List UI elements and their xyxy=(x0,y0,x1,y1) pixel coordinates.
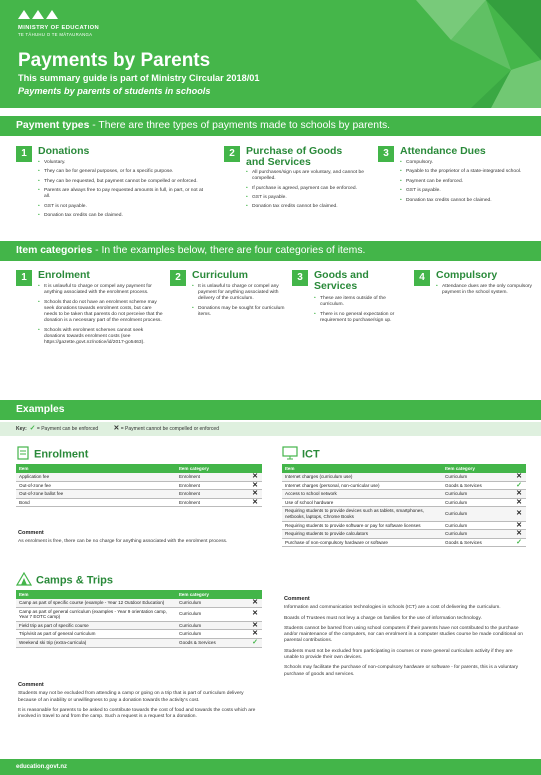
footer-url[interactable]: education.govt.nz xyxy=(0,759,541,775)
ministry-maori-name: TE TĀHUHU O TE MĀTAURANGA xyxy=(18,32,93,37)
cross-icon: ✕ xyxy=(248,473,262,481)
cell-item: Camp as part of specific course (example - Year 12 Outdoor Education) xyxy=(16,599,176,607)
ict-table xyxy=(282,464,526,547)
cell-item: Internet charges (curriculum use) xyxy=(282,473,442,481)
table-row xyxy=(282,490,526,499)
payment-types-bar xyxy=(0,116,541,136)
cell-item: Field trip as part of specific course xyxy=(16,621,176,630)
card-number: 2 xyxy=(224,146,240,162)
card-purchase-goods xyxy=(224,146,374,236)
card-number: 2 xyxy=(170,270,186,286)
page-subtitle: This summary guide is part of Ministry Circular 2018/01 xyxy=(18,73,260,83)
table-row xyxy=(16,621,262,630)
card-title: Compulsory xyxy=(436,269,498,281)
comment-text: As enrolment is free, there can be no charge for anything associated with the enrolment process. xyxy=(18,539,228,545)
ministry-name: MINISTRY OF EDUCATION xyxy=(18,25,100,31)
camps-section-title xyxy=(16,572,113,589)
item-categories-intro: - In the examples below, there are four categories of items. xyxy=(92,245,366,256)
cross-icon: ✕ xyxy=(248,498,262,507)
cell-item: Requiring students to provide calculators xyxy=(282,530,442,539)
table-row xyxy=(16,473,262,481)
cell-category: Enrolment xyxy=(176,498,248,507)
cell-category: Curriculum xyxy=(442,521,512,530)
list-item: • Attendance dues are the only compulsory payment in the school system. xyxy=(436,284,534,296)
cross-icon: ✕ xyxy=(512,521,526,530)
section-title-text: ICT xyxy=(302,448,320,461)
payment-types-heading: Payment types xyxy=(16,120,90,131)
enrolment-section-title xyxy=(16,446,88,463)
cross-icon: ✕ xyxy=(512,498,526,507)
table-row xyxy=(282,507,526,521)
cell-category: Curriculum xyxy=(176,599,248,607)
enrolment-comment xyxy=(18,530,262,550)
ministry-logo xyxy=(18,10,99,37)
list-item: • They can be requested, but payment cannot be compelled or enforced. xyxy=(38,179,208,185)
col-header-category: Item category xyxy=(176,464,248,473)
card-number: 3 xyxy=(292,270,308,286)
clipboard-icon xyxy=(16,446,30,463)
cell-category: Enrolment xyxy=(176,490,248,499)
cell-item: Use of school hardware xyxy=(282,498,442,507)
cross-icon: ✕ xyxy=(512,530,526,539)
comment-heading: Comment xyxy=(18,530,44,536)
cell-category: Goods & Services xyxy=(442,538,512,547)
cell-category: Curriculum xyxy=(442,473,512,481)
card-number: 1 xyxy=(16,146,32,162)
cell-category: Curriculum xyxy=(442,498,512,507)
card-title: Curriculum xyxy=(192,269,249,281)
cell-category: Curriculum xyxy=(176,621,248,630)
table-row xyxy=(16,490,262,499)
monitor-icon xyxy=(282,446,298,463)
col-header-item: Item xyxy=(16,464,176,473)
list-item: • Schools with enrolment schemes cannot seek donations towards enrolment costs (see https://gazette.govt.nz/notice/id/2017-go5463). xyxy=(38,328,164,347)
cross-icon: ✕ xyxy=(512,490,526,499)
card-goods-services xyxy=(292,270,410,370)
cross-icon: ✕ xyxy=(248,630,262,639)
list-item: • Compulsory. xyxy=(400,160,528,166)
list-item: • GST is not payable. xyxy=(38,204,208,210)
card-compulsory xyxy=(414,270,534,370)
table-row xyxy=(282,481,526,490)
card-title: Attendance Dues xyxy=(400,145,486,157)
card-title: Donations xyxy=(38,145,90,157)
list-item: • It is unlawful to charge or compel any payment for anything associated with the enrolment process. xyxy=(38,284,164,296)
key-no-text: = Payment cannot be compelled or enforced xyxy=(120,426,219,432)
cell-category: Curriculum xyxy=(176,607,248,621)
card-title: Goods and Services xyxy=(314,269,369,292)
comment-text: Students must not be excluded from participating in courses or more general curriculum activity if they are unable to provide their own devices. xyxy=(284,648,513,661)
list-item: • Voluntary. xyxy=(38,160,208,166)
list-item: • Donations may be sought for curriculum items. xyxy=(192,306,290,318)
cell-category: Curriculum xyxy=(176,630,248,639)
camps-table xyxy=(16,590,262,648)
cell-category: Goods & Services xyxy=(442,481,512,490)
section-title-text: Enrolment xyxy=(34,448,89,461)
cell-category: Enrolment xyxy=(176,473,248,481)
list-item: • All purchases/sign ups are voluntary, and cannot be compelled. xyxy=(246,170,374,182)
list-item: • If purchase is agreed, payment can be enforced. xyxy=(246,186,374,192)
table-row xyxy=(282,498,526,507)
camps-comment xyxy=(18,682,262,724)
cross-icon: ✕ xyxy=(248,607,262,621)
cell-category: Curriculum xyxy=(442,507,512,521)
item-categories-bar xyxy=(0,241,541,261)
col-header-category: Item category xyxy=(176,590,248,599)
tent-icon xyxy=(16,572,32,589)
cell-item: Weekend ski trip (extra-curricula) xyxy=(16,638,176,647)
table-row xyxy=(16,607,262,621)
cross-icon: ✕ xyxy=(512,473,526,481)
examples-bar: Examples xyxy=(0,400,541,420)
list-item: • Payable to the proprietor of a state-integrated school. xyxy=(400,169,528,175)
key-label: Key: xyxy=(16,426,27,432)
cell-category: Goods & Services xyxy=(176,638,248,647)
cell-item: Bond xyxy=(16,498,176,507)
list-item: • Parents are always free to pay requested amounts in full, in part, or not at all. xyxy=(38,188,208,200)
list-item: • Payment can be enforced. xyxy=(400,179,528,185)
cross-icon: ✕ xyxy=(512,507,526,521)
list-item: • There is no general expectation or requirement to purchase/sign up. xyxy=(314,312,409,324)
cell-item: Trip/visit as part of general curriculum xyxy=(16,630,176,639)
comment-heading: Comment xyxy=(284,596,310,602)
comment-heading: Comment xyxy=(18,682,44,688)
col-header-category: Item category xyxy=(442,464,512,473)
ict-section-title xyxy=(282,446,320,463)
list-item: • Donation tax credits cannot be claimed. xyxy=(246,204,374,210)
col-header-item: Item xyxy=(16,590,176,599)
comment-text: Students may not be excluded from attending a camp or going on a trip that is part of curriculum delivery because of an inability or unwillingness to pay a donation towards the activity's cost. xyxy=(18,691,244,703)
decorative-triangles-icon xyxy=(371,0,541,108)
list-item: • Schools that do not have an enrolment scheme may seek donations towards enrolment costs, but care needs to be taken that parents do not perceive that the donation is a necessary part of the enrolment process. xyxy=(38,300,164,325)
check-icon: ✓ xyxy=(512,538,526,547)
cell-item: Purchase of non-compulsory hardware or software xyxy=(282,538,442,547)
cell-item: Access to school network xyxy=(282,490,442,499)
cross-icon: ✕ xyxy=(248,490,262,499)
card-title: Purchase of Goods and Services xyxy=(246,145,343,168)
page-subtitle-italic: Payments by parents of students in schools xyxy=(18,86,211,96)
card-enrolment xyxy=(16,270,166,395)
key-yes-text: = Payment can be enforced xyxy=(36,426,99,432)
comment-text: Schools may facilitate the purchase of non-compulsory hardware or software - for parents, this is a voluntary purchase of goods and services. xyxy=(284,665,519,677)
cell-category: Enrolment xyxy=(176,481,248,490)
section-title-text: Camps & Trips xyxy=(36,574,114,587)
list-item: • GST is payable. xyxy=(246,195,374,201)
cell-item: Application fee xyxy=(16,473,176,481)
check-icon: ✓ xyxy=(512,481,526,490)
cross-icon: ✕ xyxy=(113,425,120,432)
table-row xyxy=(16,599,262,607)
card-donations xyxy=(16,146,206,236)
list-item: • Donation tax credits can be claimed. xyxy=(38,213,208,219)
list-item: • Donation tax credits cannot be claimed. xyxy=(400,198,528,204)
comment-text: Information and communication technologies in schools (ICT) are a cost of delivering the curriculum. xyxy=(284,605,501,611)
card-number: 1 xyxy=(16,270,32,286)
table-row xyxy=(282,521,526,530)
cell-category: Curriculum xyxy=(442,530,512,539)
check-icon: ✓ xyxy=(248,638,262,647)
card-attendance-dues xyxy=(378,146,528,236)
cross-icon: ✕ xyxy=(248,621,262,630)
table-row xyxy=(282,473,526,481)
table-row xyxy=(16,498,262,507)
payment-types-intro: - There are three types of payments made to schools by parents. xyxy=(89,120,391,131)
cell-item: Out-of-zone fee xyxy=(16,481,176,490)
list-item: • GST is payable. xyxy=(400,188,528,194)
table-row xyxy=(282,538,526,547)
comment-text: Boards of Trustees must not levy a charge on families for the use of information technology. xyxy=(284,615,482,621)
check-icon: ✓ xyxy=(29,425,36,432)
list-item: • It is unlawful to charge or compel any payment for anything associated with delivery of the curriculum. xyxy=(192,284,290,303)
page-title: Payments by Parents xyxy=(18,50,211,71)
cell-item: Camp as part of general curriculum (examples - Year 9 orientation camp, Year 7 EOTC camp) xyxy=(16,607,176,621)
table-row xyxy=(282,530,526,539)
table-row xyxy=(16,630,262,639)
cell-category: Curriculum xyxy=(442,490,512,499)
card-curriculum xyxy=(170,270,290,370)
cross-icon: ✕ xyxy=(248,481,262,490)
card-number: 3 xyxy=(378,146,394,162)
comment-text: Students cannot be barred from using school computers if their parents have not contributed to the purchase and/or maintenance of the computers, nor can enrolment in a computer studies course be made conditional on parental contributions. xyxy=(284,625,523,644)
cell-item: Internet charges (personal, non-curricular use) xyxy=(282,481,442,490)
header-banner xyxy=(0,0,541,108)
list-item: • They can be for general purposes, or for a specific purpose. xyxy=(38,169,208,175)
comment-text: It is reasonable for parents to be asked to contribute towards the cost of food and towards the costs which are involved in travel to and from the camp. Such a request is a request for a donation. xyxy=(18,707,256,720)
table-row xyxy=(16,481,262,490)
cell-item: Requiring students to provide devices such as tablets, smartphones, netbooks, laptops, Chrome Books xyxy=(282,507,442,521)
cross-icon: ✕ xyxy=(248,599,262,607)
ict-comment xyxy=(284,596,528,682)
list-item: • These are items outside of the curriculum. xyxy=(314,296,409,308)
card-title: Enrolment xyxy=(38,269,90,281)
col-header-item: Item xyxy=(282,464,442,473)
card-number: 4 xyxy=(414,270,430,286)
item-categories-heading: Item categories xyxy=(16,245,93,256)
cell-item: Out-of-zone ballot fee xyxy=(16,490,176,499)
cell-item: Requiring students to provide software or pay for software licenses xyxy=(282,521,442,530)
enrolment-table xyxy=(16,464,262,507)
key-legend xyxy=(0,422,541,436)
table-row xyxy=(16,638,262,647)
